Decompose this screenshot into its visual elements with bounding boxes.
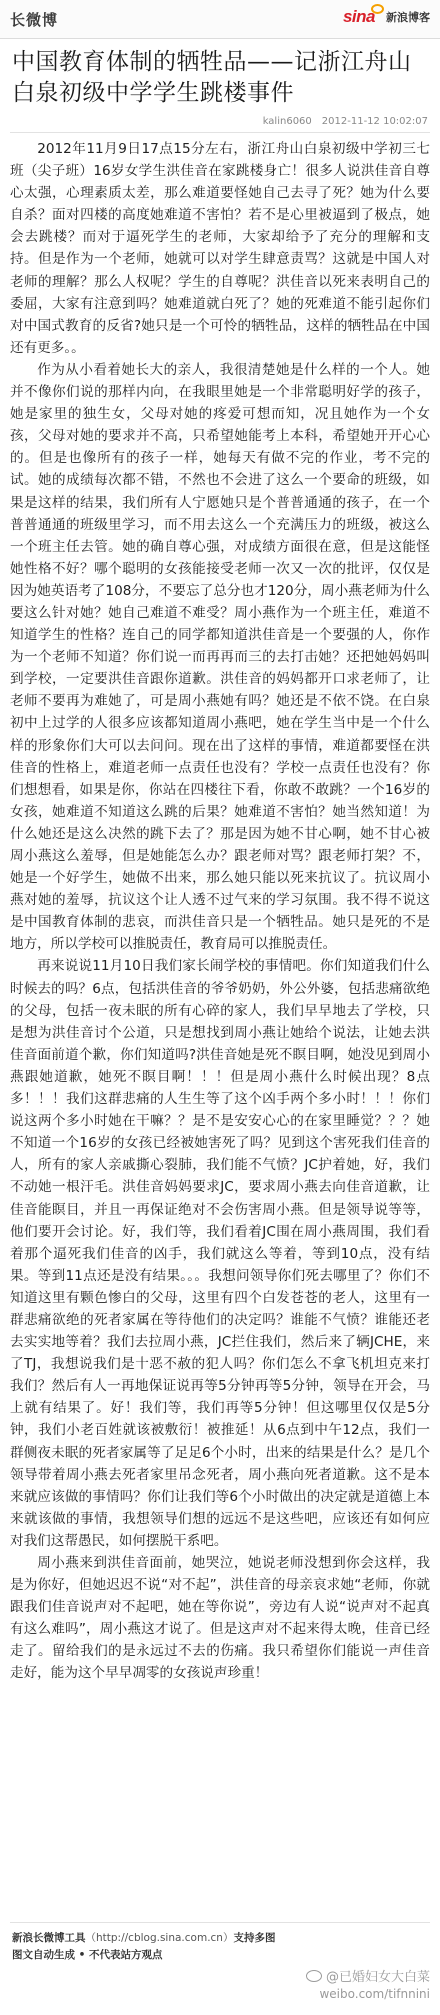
weibo-eye-icon xyxy=(306,1970,322,1982)
sina-blog-logo[interactable] xyxy=(343,7,430,27)
sina-blog-label: 新浪博客 xyxy=(386,11,430,24)
sina-eye-icon xyxy=(371,4,384,14)
footer-credit xyxy=(12,1930,275,1964)
footer-disclaimer: 图文自动生成 • 不代表站方观点 xyxy=(12,1949,163,1961)
footer-line-1 xyxy=(12,1930,275,1947)
tool-url[interactable]: （http://cblog.sina.com.cn） xyxy=(85,1932,234,1944)
top-bar xyxy=(0,0,440,39)
article-paragraph: 2012年11月9日17点15分左右，浙江舟山白泉初级中学初三七班（尖子班）16岁女学生洪佳音在家跳楼身亡！很多人说洪佳音自尊心太强，心理素质太差，那么难道要怪她自己去寻了死？她为什么要自杀？面对四楼的高度她难道不害怕？若不是心里被逼到了极点，她会去跳楼？而对于逼死学生的老师，大家却给予了充分的理解和支持。但是作为一个老师，她就可以对学生肆意责骂？这就是中国人对老师的理解？那么人权呢？学生的自尊呢？洪佳音以死来表明自己的委屈，大家有注意到吗？她难道就白死了？她的死难道不能引起你们对中国式教育的反省?她只是一个可怜的牺牲品，这样的牺牲品在中国还有更多。。 xyxy=(10,141,430,356)
article-title: 中国教育体制的牺牲品——记浙江舟山白泉初级中学学生跳楼事件 xyxy=(12,49,412,106)
weibo-watermark xyxy=(306,1966,430,2001)
title-divider xyxy=(10,132,430,133)
article-meta xyxy=(263,116,428,127)
article-paragraph: 作为从小看着她长大的亲人，我很清楚她是什么样的一个人。她并不像你们说的那样内向，在我眼里她是一个非常聪明好学的孩子，她是家里的独生女，父母对她的疼爱可想而知，况且她作为一个女孩，父母对她的要求并不高，只希望她能考上本科，希望她开开心心的。但是也像所有的孩子一样，她每天有做不完的作业，考不完的试。她的成绩每次都不错，不然也不会进了这么一个要命的班级，如果是这样的结果，我们所有人宁愿她只是个普普通通的孩子，在一个普普通通的班级里学习，而不用去这么一个充满压力的班级，被这么一个班主任去管。她的确自尊心强，对成绩方面很在意，但是这能怪她性格不好？哪个聪明的女孩能接受老师一次又一次的批评，仅仅是因为她英语考了108分，不要忘了总分也才120分，周小燕老师为什么要这么针对她？她自己难道不难受？周小燕作为一个班主任，难道不知道学生的性格？连自己的同学都知道洪佳音是一个要强的人，你作为一个老师不知道？你们说一而再再而三的去打击她？还把她妈妈叫到学校，一定要洪佳音跟你道歉。洪佳音的妈妈都开口求老师了，让老师不要再为难她了，可是周小燕她有吗？她还是不依不饶。在白泉初中上过学的人很多应该都知道周小燕吧，她在学生当中是一个什么样的形象你们大可以去问问。现在出了这样的事情，难道都要怪在洪佳音的性格上，难道老师一点责任也没有？学校一点责任也没有？你们想想看，如果是你，你站在四楼往下看，你敢不敢跳？一个16岁的女孩，她难道不知道这么跳的后果？她难道不害怕？她当然知道！为什么她还是这么决然的跳下去了？那是因为她不甘心啊，她不甘心被周小燕这么羞辱，但是她能怎么办？跟老师对骂？跟老师打架？不，她是一个好学生，她做不出来，那么她只能以死来抗议了。抗议周小燕对她的羞辱，抗议这个让人透不过气来的学习氛围。我不得不说这是中国教育体制的悲哀，而洪佳音只是一个牺牲品。她只是死的不是地方，所以学校可以推脱责任，教育局可以推脱责任。 xyxy=(10,361,430,953)
footer-divider xyxy=(10,1922,430,1923)
article-body xyxy=(10,138,430,1685)
watermark-url: weibo.com/tifnnini xyxy=(319,1987,430,2001)
post-datetime: 2012-11-12 10:02:07 xyxy=(321,116,428,127)
sina-logo-text: sina xyxy=(342,7,375,26)
tool-feature: 支持多图 xyxy=(233,1932,276,1944)
changweibo-brand: 长微博 xyxy=(10,11,59,29)
tool-name: 新浪长微博工具 xyxy=(12,1932,86,1944)
article-paragraph: 再来说说11月10日我们家长闹学校的事情吧。你们知道我们什么时候去的吗？6点，包括洪佳音的爷爷奶奶，外公外婆，包括悲痛欲绝的父母，包括一夜未眠的所有心碎的家人，我们早早地去了学校，只是想为洪佳音讨个公道，只是想找到周小燕让她给个说法，让她去洪佳音面前道个歉，你们知道吗?洪佳音她是死不瞑目啊，她没见到周小燕跟她道歉，她死不瞑目啊！！！但是周小燕什么时候出现？8点多！！！我们这群悲痛的人生生等了这个凶手两个多小时！！！你们说这两个多小时她在干嘛？？是不是安安心心的在家里睡觉？？？她不知道一个16岁的女孩已经被她害死了吗？见到这个害死我们佳音的人，所有的家人亲戚撕心裂肺，我们能不气愤？JC护着她，好，我们不动她一根汗毛。洪佳音妈妈要求JC，要求周小燕去向佳音道歉，让佳音能瞑目，并且一再保证绝对不会伤害周小燕。但是领导说等等，他们要开会讨论。好，我们等，我们看着JC围在周小燕周围，我们看着那个逼死我们佳音的凶手，我们就这么等着，等到10点，没有结果。等到11点还是没有结果。。。我想问领导你们死去哪里了？你们不知道这里有颗色惨白的父母，这里有四个白发苍苍的老人，这里有一群悲痛欲绝的死者家属在等待他们的决定吗？谁能不气愤？谁能还老去实实地等着？我们去拉周小燕，JC拦住我们，然后来了辆JCHE，来了TJ，我想说我们是十恶不赦的犯人吗？你们怎么不拿飞机坦克来打我们？然后有人一再地保证说再等5分钟再等5分钟，领导在开会，马上就有结果了。好！我们等，我们再等5分钟！但这哪里仅仅是5分钟，我们小老百姓就该被敷衍！被推延！从6点到中午12点，我们一群侧夜未眠的死者家属等了足足6个小时，出来的结果是什么？是几个领导带着周小燕去死者家里吊念死者，周小燕向死者道歉。这不是本来就应该做的事情吗？你们让我们等6个小时做出的决定就是道德上本来就该做的事情，我想领导们想的远远不是这些吧，应该还有如何应对我们这帮愚民，如何摆脱干系吧。 xyxy=(10,958,430,1549)
watermark-handle-row xyxy=(306,1966,430,1985)
article-paragraph: 周小燕来到洪佳音面前，她哭泣，她说老师没想到你会这样，我是为你好，但她迟迟不说“对不起”，洪佳音的母亲哀求她“老师，你就跟我们佳音说声对不起吧，她在等你说”，旁边有人说“说声对不起真有这么难吗”，周小燕这才说了。但是这声对不起来得太晚，佳音已经走了。留给我们的是永远过不去的伤痛。我只希望你们能说一声佳音走好，能为这个早早凋零的女孩说声珍重！ xyxy=(10,1555,430,1682)
author-name[interactable]: kalin6060 xyxy=(262,116,312,127)
watermark-handle: @已婚妇女大白菜 xyxy=(325,1970,430,1985)
